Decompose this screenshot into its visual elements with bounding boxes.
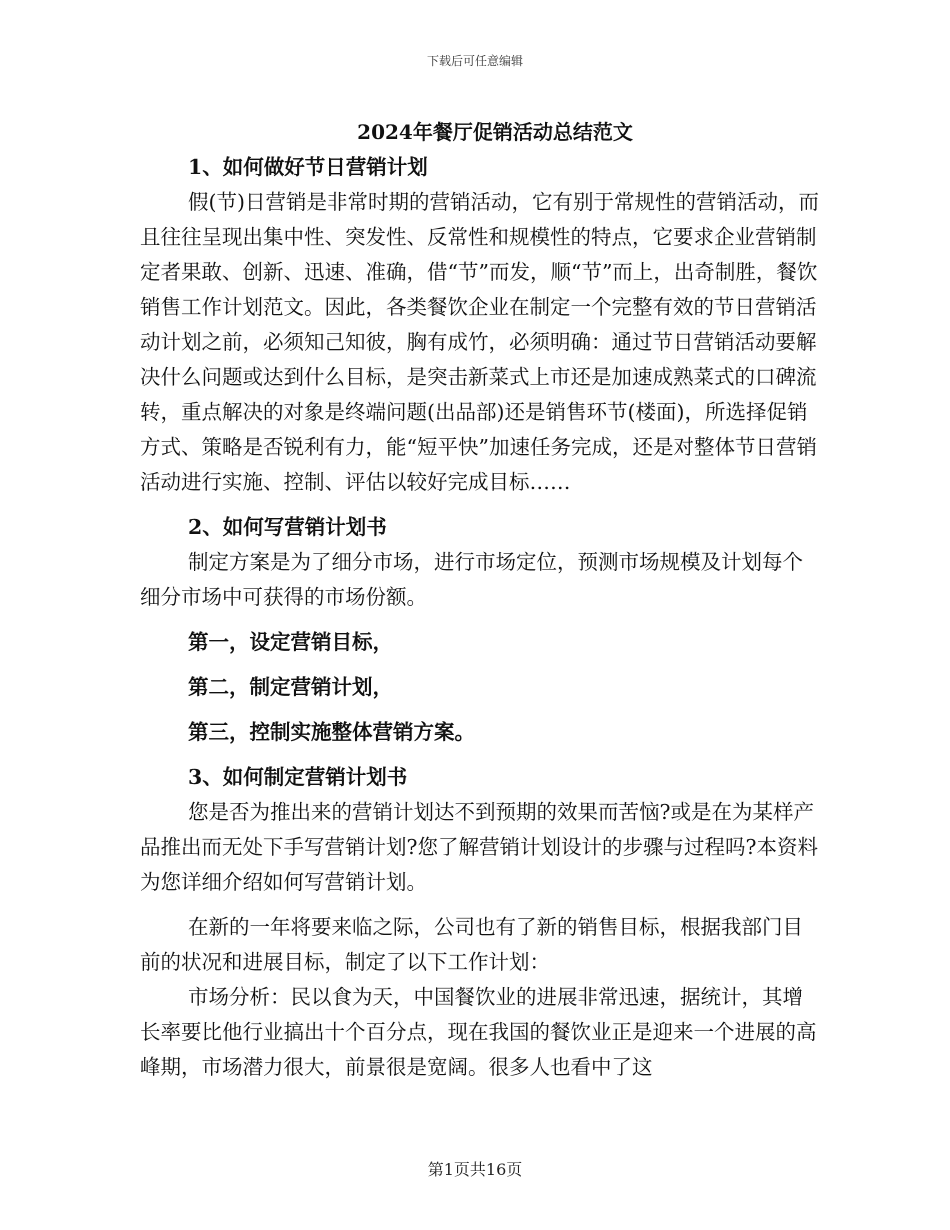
section-heading-3: 3、如何制定营销计划书 <box>188 765 408 789</box>
document-title: 2024年餐厅促销活动总结范文 <box>357 120 633 144</box>
step-1: 第一，设定营销目标， <box>188 630 393 654</box>
page-header: 下载后可任意编辑 <box>426 54 523 68</box>
paragraph-3: 您是否为推出来的营销计划达不到预期的效果而苦恼?或是在为某样产品推出而无处下手写营销计划?您了解营销计划设计的步骤与过程吗?本资料为您详细介绍如何写营销计划。 <box>140 800 818 894</box>
section-heading-2: 2、如何写营销计划书 <box>188 515 387 539</box>
paragraph-4: 在新的一年将要来临之际，公司也有了新的销售目标，根据我部门目前的状况和进展目标，制定了以下工作计划： <box>140 915 803 974</box>
step-3: 第三，控制实施整体营销方案。 <box>188 720 475 744</box>
step-2: 第二，制定营销计划， <box>188 675 393 699</box>
section-heading-1: 1、如何做好节日营销计划 <box>188 155 428 179</box>
paragraph-2: 制定方案是为了细分市场，进行市场定位，预测市场规模及计划每个细分市场中可获得的市场份额。 <box>140 550 803 609</box>
page-footer: 第1页共16页 <box>427 1160 523 1179</box>
document-body <box>140 150 820 1085</box>
paragraph-5: 市场分析：民以食为天，中国餐饮业的进展非常迅速，据统计，其增长率要比他行业搞出十个百分点，现在我国的餐饮业正是迎来一个进展的高峰期，市场潜力很大，前景很是宽阔。很多人也看中了这 <box>140 985 817 1079</box>
paragraph-1: 假(节)日营销是非常时期的营销活动，它有别于常规性的营销活动，而且往往呈现出集中性、突发性、反常性和规模性的特点，它要求企业营销制定者果敢、创新、迅速、准确，借“节”而发，顺“节”而上，出奇制胜，餐饮销售工作计划范文。因此，各类餐饮企业在制定一个完整有效的节日营销活动计划之前，必须知己知彼，胸有成竹，必须明确：通过节日营销活动要解决什么问题或达到什么目标，是突击新菜式上市还是加速成熟菜式的口碑流转，重点解决的对象是终端问题(出品部)还是销售环节(楼面)，所选择促销方式、策略是否锐利有力，能“短平快”加速任务完成，还是对整体节日营销活动进行实施、控制、评估以较好完成目标…… <box>140 190 819 494</box>
